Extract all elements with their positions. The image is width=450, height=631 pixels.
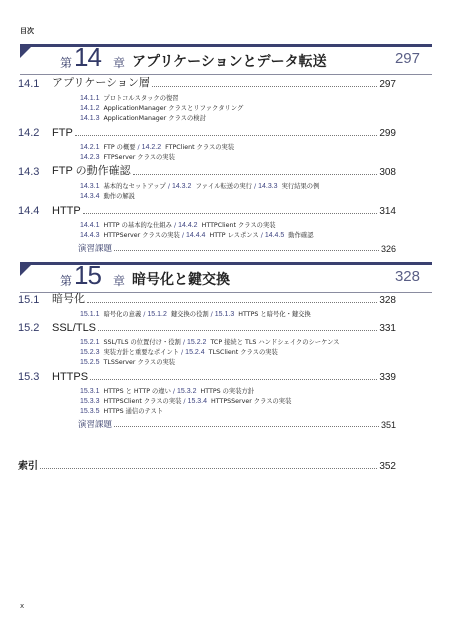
section-title: 暗号化: [52, 293, 85, 305]
separator: /: [179, 349, 186, 356]
separator: /: [170, 388, 178, 395]
subsection-title: SSL/TLS の位置付け・役割: [103, 339, 181, 346]
subsection-line[interactable]: [80, 396, 291, 405]
separator: /: [181, 398, 188, 405]
subsection-title: TCP 接続と TLS ハンドシェイクのシーケンス: [210, 339, 340, 346]
subsection-number: 14.3.1: [80, 183, 100, 190]
subsection-line[interactable]: [80, 152, 175, 161]
subsection-title: HTTPClient クラスの実装: [201, 222, 276, 229]
subsection-title: 暗号化の意義: [103, 311, 142, 318]
leader-dots: [114, 249, 379, 251]
section-14-2[interactable]: [18, 125, 396, 139]
subsection-title: 基本的なセットアップ: [103, 183, 166, 190]
index-title: 索引: [18, 461, 38, 472]
section-15-3[interactable]: [18, 369, 396, 383]
subsection-title: ファイル転送の実行: [195, 183, 252, 190]
leader-dots: [90, 378, 377, 380]
section-number: 15.2: [18, 322, 40, 334]
exercise-title: 演習課題: [78, 244, 113, 254]
subsection-title: FTPServer クラスの実装: [103, 154, 175, 161]
page-number: x: [20, 602, 25, 610]
index-entry[interactable]: [18, 458, 396, 472]
subsection-title: HTTPServer クラスの実装: [103, 232, 180, 239]
chapter-title: 暗号化と鍵交換: [132, 272, 230, 288]
chapter-suffix: 章: [113, 274, 126, 288]
subsection-number: 15.1.1: [80, 311, 100, 318]
subsection-title: 鍵交換の役割: [170, 311, 209, 318]
section-14-1[interactable]: [18, 76, 396, 90]
separator: /: [180, 339, 187, 346]
subsection-number: 14.2.2: [141, 144, 162, 151]
subsection-line[interactable]: [80, 113, 206, 122]
section-number: 14.4: [18, 205, 40, 217]
separator: /: [258, 232, 265, 239]
subsection-number: 15.3.2: [177, 388, 197, 395]
subsection-number: 15.3.5: [80, 408, 100, 415]
chapter-prefix: 第: [60, 274, 73, 288]
subsection-line[interactable]: [80, 103, 243, 112]
chapter-prefix: 第: [60, 56, 73, 70]
separator: /: [179, 232, 186, 239]
subsection-number: 14.4.5: [264, 232, 285, 239]
subsection-line[interactable]: [80, 230, 313, 239]
section-number: 15.1: [18, 294, 40, 306]
separator: /: [135, 144, 142, 151]
subsection-number: 14.3.4: [80, 193, 100, 200]
subsection-title: HTTPS と HTTP の違い: [103, 388, 171, 395]
subsection-line[interactable]: [80, 357, 175, 366]
separator: /: [141, 311, 148, 318]
subsection-title: FTP の概要: [103, 144, 136, 151]
section-page: 299: [379, 128, 396, 139]
subsection-number: 15.2.1: [80, 339, 100, 346]
subsection-number: 15.2.2: [186, 339, 207, 346]
subsection-number: 15.2.5: [80, 359, 100, 366]
chapter-number: 15: [74, 260, 101, 290]
section-title: アプリケーション層: [52, 77, 150, 89]
section-title: HTTPS: [52, 371, 89, 383]
leader-dots: [114, 425, 379, 427]
section-page: 339: [379, 372, 396, 383]
subsection-number: 15.1.3: [214, 311, 235, 318]
subsection-number: 14.3.2: [171, 183, 192, 190]
subsection-title: ApplicationManager クラスの検討: [103, 115, 206, 122]
section-page: 308: [379, 167, 396, 178]
subsection-number: 14.4.4: [185, 232, 206, 239]
subsection-line[interactable]: [80, 347, 278, 356]
separator: /: [208, 311, 215, 318]
section-number: 14.1: [18, 78, 40, 90]
exercise-page: 326: [380, 244, 396, 254]
subsection-number: 14.1.2: [80, 105, 100, 112]
section-title: FTP の動作確認: [52, 165, 131, 177]
subsection-title: HTTPS 通信のテスト: [103, 408, 164, 415]
subsection-title: HTTPS と暗号化・鍵交換: [238, 311, 311, 318]
section-number: 14.3: [18, 166, 40, 178]
section-15-2[interactable]: [18, 320, 396, 334]
chapter-title: アプリケーションとデータ転送: [132, 54, 327, 70]
subsection-number: 15.2.4: [185, 349, 205, 356]
leader-dots: [83, 212, 378, 214]
subsection-number: 15.3.3: [80, 398, 100, 405]
subsection-title: HTTPSServer クラスの実装: [211, 398, 292, 405]
running-header: 目次: [20, 27, 34, 35]
section-number: 14.2: [18, 127, 40, 139]
leader-dots: [152, 85, 377, 87]
section-number: 15.3: [18, 371, 40, 383]
chapter-page: 328: [394, 268, 420, 285]
subsection-number: 14.4.3: [80, 232, 100, 239]
subsection-title: 動作確認: [288, 232, 314, 239]
separator: /: [165, 183, 172, 190]
leader-dots: [87, 301, 377, 303]
subsection-line[interactable]: [80, 386, 254, 395]
section-page: 328: [379, 295, 396, 306]
chapter-number: 14: [74, 42, 101, 72]
subsection-line[interactable]: [80, 406, 163, 415]
chapter-corner-mark: [20, 262, 34, 276]
subsection-title: 動作の解説: [103, 193, 135, 200]
subsection-title: プロトコルスタックの復習: [103, 95, 179, 102]
subsection-line[interactable]: [80, 220, 276, 229]
leader-dots: [75, 134, 378, 136]
index-page: 352: [379, 461, 396, 472]
subsection-title: HTTPSClient クラスの実装: [103, 398, 182, 405]
subsection-number: 15.3.1: [80, 388, 100, 395]
separator: /: [171, 222, 179, 229]
subsection-title: ApplicationManager クラスとリファクタリング: [103, 105, 244, 112]
subsection-line[interactable]: [80, 93, 179, 102]
section-page: 297: [379, 79, 396, 90]
subsection-title: TLSClient クラスの実装: [208, 349, 278, 356]
exercise-title: 演習課題: [78, 420, 113, 430]
chapter-suffix: 章: [113, 56, 126, 70]
chapter-page: 297: [394, 50, 420, 67]
section-14-3[interactable]: [18, 164, 396, 178]
section-title: HTTP: [52, 205, 81, 217]
subsection-title: 実行結果の例: [281, 183, 320, 190]
subsection-number: 14.2.1: [80, 144, 100, 151]
subsection-title: 実装方針と重要なポイント: [103, 349, 180, 356]
leader-dots: [40, 467, 377, 469]
subsection-number: 14.1.3: [80, 115, 100, 122]
separator: /: [251, 183, 259, 190]
subsection-title: HTTP の基本的な仕組み: [103, 222, 172, 229]
exercise-15[interactable]: [78, 418, 396, 430]
subsection-number: 15.1.2: [147, 311, 167, 318]
leader-dots: [133, 173, 378, 175]
leader-dots: [98, 329, 377, 331]
subsection-number: 14.1.1: [80, 95, 100, 102]
chapter-corner-mark: [20, 44, 34, 58]
exercise-14[interactable]: [78, 242, 396, 254]
section-14-4[interactable]: [18, 203, 396, 217]
subsection-number: 14.4.2: [178, 222, 198, 229]
subsection-line[interactable]: [80, 309, 311, 318]
subsection-line[interactable]: [80, 181, 319, 190]
subsection-line[interactable]: [80, 142, 234, 151]
exercise-page: 351: [380, 420, 396, 430]
subsection-line[interactable]: [80, 191, 135, 200]
section-title: FTP: [52, 127, 73, 139]
section-15-1[interactable]: [18, 292, 396, 306]
subsection-number: 14.3.3: [258, 183, 278, 190]
section-title: SSL/TLS: [52, 322, 97, 334]
subsection-title: TLSServer クラスの実装: [103, 359, 176, 366]
subsection-number: 15.2.3: [80, 349, 100, 356]
subsection-number: 14.2.3: [80, 154, 100, 161]
subsection-title: FTPClient クラスの実装: [165, 144, 235, 151]
subsection-number: 14.4.1: [80, 222, 100, 229]
subsection-title: HTTPS の実装方針: [200, 388, 255, 395]
subsection-title: HTTP レスポンス: [209, 232, 259, 239]
subsection-line[interactable]: [80, 337, 339, 346]
section-page: 331: [379, 323, 396, 334]
section-page: 314: [379, 206, 396, 217]
subsection-number: 15.3.4: [187, 398, 208, 405]
